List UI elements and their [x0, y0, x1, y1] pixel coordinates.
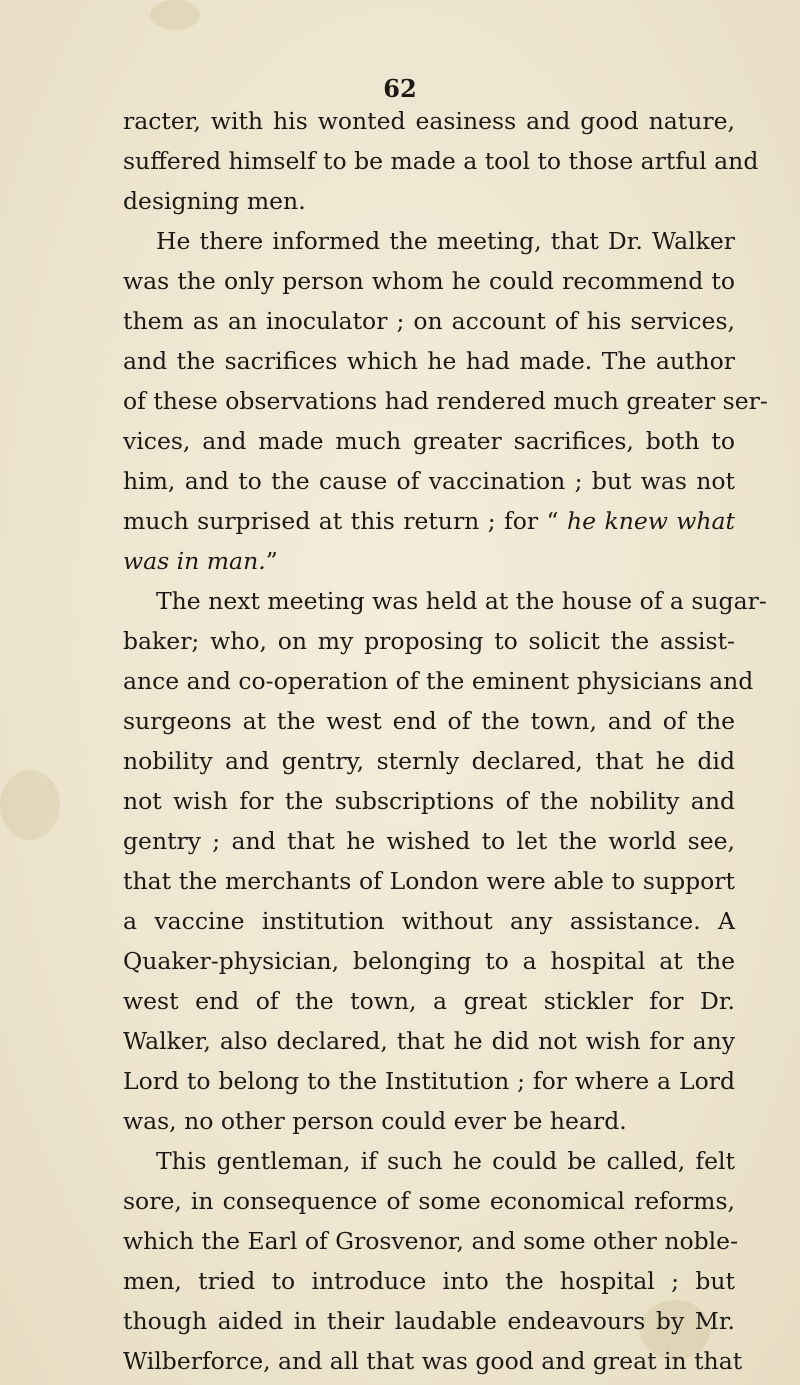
text-line: Wilberforce, and all that was good and great in that [123, 1347, 743, 1375]
text-line: that the merchants of London were able to support [123, 867, 735, 895]
italic-quote: he knew what [567, 507, 735, 535]
text-line: was in man.” [123, 547, 278, 575]
paper-stain [0, 770, 60, 840]
text-line: though aided in their laudable endeavours by Mr. [123, 1307, 735, 1335]
text-line: was, no other person could ever be heard. [123, 1107, 627, 1135]
text-line: baker; who, on my proposing to solicit the assist- [123, 627, 735, 655]
text-line: designing men. [123, 187, 306, 215]
text-line: He there informed the meeting, that Dr. Walker [156, 227, 735, 255]
text-line: Quaker-physician, belonging to a hospital at the [123, 947, 735, 975]
text-line: racter, with his wonted easiness and good nature, [123, 107, 735, 135]
text-line: gentry ; and that he wished to let the world see, [123, 827, 735, 855]
paper-stain [150, 0, 200, 30]
italic-quote: was in man. [123, 547, 266, 575]
text-line: was the only person whom he could recommend to [123, 267, 735, 295]
text-line: them as an inoculator ; on account of his services, [123, 307, 735, 335]
text-line: him, and to the cause of vaccination ; but was not [123, 467, 735, 495]
text-line: vices, and made much greater sacrifices, both to [123, 427, 735, 455]
text-line: suffered himself to be made a tool to those artful and [123, 147, 759, 175]
text-line: nobility and gentry, sternly declared, that he did [123, 747, 735, 775]
text-line: Lord to belong to the Institution ; for where a Lord [123, 1067, 735, 1095]
text-line: ance and co-operation of the eminent physicians and [123, 667, 754, 695]
text-line: surgeons at the west end of the town, and of the [123, 707, 735, 735]
text-line: west end of the town, a great stickler for Dr. [123, 987, 735, 1015]
text-line: The next meeting was held at the house of a sugar- [156, 587, 767, 615]
text-line: of these observations had rendered much greater ser- [123, 387, 768, 415]
text-line: not wish for the subscriptions of the nobility and [123, 787, 735, 815]
text-line: This gentleman, if such he could be called, felt [156, 1147, 735, 1175]
text-line: and the sacrifices which he had made. The author [123, 347, 735, 375]
page-number: 62 [383, 74, 417, 103]
text-line: much surprised at this return ; for “ he knew what [123, 507, 735, 535]
text-line: a vaccine institution without any assistance. A [123, 907, 735, 935]
text-line: Walker, also declared, that he did not wish for any [123, 1027, 735, 1055]
text-line: men, tried to introduce into the hospital ; but [123, 1267, 735, 1295]
text-line: sore, in consequence of some economical reforms, [123, 1187, 735, 1215]
text-line: which the Earl of Grosvenor, and some other noble- [123, 1227, 739, 1255]
